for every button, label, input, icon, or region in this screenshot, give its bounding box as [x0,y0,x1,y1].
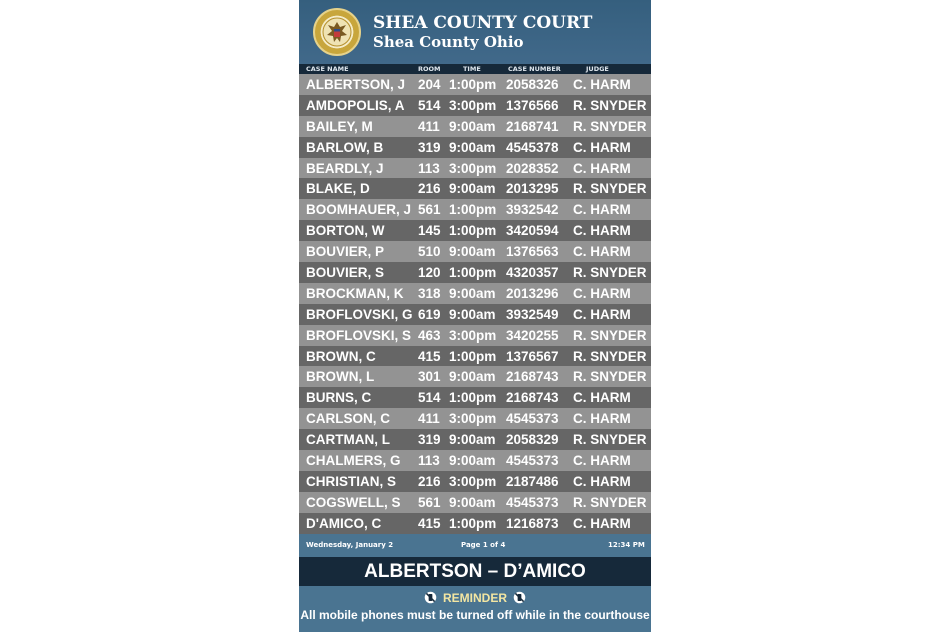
table-row [299,199,651,220]
cell-time: 9:00am [449,494,496,510]
reminder-notice: All mobile phones must be turned off while in the courthouse [300,608,650,622]
cell-case-number: 1376567 [506,348,559,364]
cell-case-number: 3932549 [506,306,559,322]
cell-case-number: 4545373 [506,411,559,427]
cell-room: 514 [418,97,441,113]
cell-case-number: 3420594 [506,223,559,239]
cell-time: 9:00am [449,244,496,260]
cell-case-number: 4545373 [506,453,559,469]
cell-time: 1:00pm [449,515,497,531]
table-row [299,471,651,492]
table-row [299,366,651,387]
col-case-name: CASE NAME [306,65,349,73]
cell-time: 9:00am [449,285,496,301]
cell-judge: C. HARM [573,453,631,469]
cell-case-name: CHALMERS, G [306,453,401,469]
cell-time: 3:00pm [449,327,497,343]
column-header [299,64,651,74]
cell-judge: R. SNYDER [573,97,647,113]
cell-room: 204 [418,77,441,92]
cell-time: 9:00am [449,432,496,448]
col-time: TIME [463,65,481,73]
table-row [299,492,651,513]
cell-time: 3:00pm [449,97,497,113]
cell-case-number: 2187486 [506,473,559,489]
cell-room: 619 [418,306,441,322]
court-seal-icon [313,8,361,56]
cell-room: 510 [418,244,441,260]
cell-time: 1:00pm [449,348,497,364]
cell-room: 319 [418,432,441,448]
page-indicator: Page 1 of 4 [461,541,506,549]
cell-room: 145 [418,223,441,239]
cell-case-name: BOOMHAUER, J [306,202,412,218]
table-row [299,95,651,116]
cell-room: 411 [418,118,440,134]
cell-judge: C. HARM [573,473,631,489]
cell-time: 1:00pm [449,77,497,92]
cell-case-number: 2168741 [506,118,559,134]
cell-case-name: BROFLOVSKI, S [306,327,412,343]
court-header [299,0,651,64]
cell-room: 463 [418,327,441,343]
status-date: Wednesday, January 2 [306,541,394,549]
cell-case-name: BROCKMAN, K [306,285,404,301]
cell-room: 514 [418,390,441,406]
cell-case-number: 4545373 [506,494,559,510]
cell-case-number: 1376566 [506,97,559,113]
cell-case-name: BOUVIER, P [306,244,385,260]
cell-judge: C. HARM [573,306,631,322]
cell-judge: C. HARM [573,390,631,406]
reminder-panel [299,586,651,632]
cell-case-name: BAILEY, M [306,118,373,134]
table-row [299,178,651,199]
table-row [299,429,651,450]
cell-time: 3:00pm [449,160,497,176]
cell-time: 9:00am [449,306,496,322]
table-row [299,450,651,471]
col-case-number: CASE NUMBER [508,65,561,73]
cell-room: 561 [418,494,441,510]
col-room: ROOM [418,65,441,73]
cell-judge: R. SNYDER [573,432,647,448]
cell-judge: C. HARM [573,77,631,92]
table-row [299,283,651,304]
cell-room: 319 [418,139,441,155]
cell-time: 9:00am [449,139,496,155]
cell-judge: C. HARM [573,244,631,260]
name-range-banner: ALBERTSON – D’AMICO [299,557,651,586]
cell-room: 113 [418,160,440,176]
table-row [299,408,651,429]
table-row [299,220,651,241]
cell-case-number: 2058326 [506,77,559,92]
cell-room: 113 [418,453,440,469]
cell-room: 301 [418,369,441,385]
table-row [299,346,651,367]
cell-judge: R. SNYDER [573,265,647,281]
cell-judge: C. HARM [573,285,631,301]
cell-case-number: 2058329 [506,432,559,448]
cell-judge: C. HARM [573,160,631,176]
docket-table [299,74,651,534]
cell-judge: C. HARM [573,202,631,218]
cell-case-number: 3932542 [506,202,559,218]
table-row [299,304,651,325]
cell-time: 1:00pm [449,390,497,406]
cell-case-name: BORTON, W [306,223,385,239]
status-clock: 12:34 PM [608,541,645,549]
cell-time: 9:00am [449,369,496,385]
cell-case-name: CHRISTIAN, S [306,473,397,489]
cell-time: 3:00pm [449,411,497,427]
cell-case-number: 2013296 [506,285,559,301]
cell-room: 318 [418,285,441,301]
cell-room: 415 [418,515,441,531]
table-row [299,325,651,346]
cell-case-name: BROWN, L [306,369,375,385]
cell-case-name: BROFLOVSKI, G [306,306,413,322]
cell-case-name: ALBERTSON, J [306,77,406,92]
reminder-label: REMINDER [442,591,507,605]
status-bar [299,535,651,556]
cell-judge: C. HARM [573,139,631,155]
cell-judge: R. SNYDER [573,181,647,197]
table-row [299,158,651,179]
cell-time: 1:00pm [449,223,497,239]
no-phone-icon [513,591,526,604]
cell-time: 9:00am [449,118,496,134]
cell-room: 216 [418,473,441,489]
cell-time: 9:00am [449,181,496,197]
cell-case-name: BEARDLY, J [306,160,384,176]
docket-display [299,0,651,632]
cell-case-number: 2028352 [506,160,559,176]
cell-time: 9:00am [449,453,496,469]
cell-room: 411 [418,411,440,427]
table-row [299,241,651,262]
cell-case-number: 2013295 [506,181,559,197]
cell-case-name: CARTMAN, L [306,432,390,448]
cell-judge: C. HARM [573,223,631,239]
cell-case-name: COGSWELL, S [306,494,401,510]
cell-case-number: 2168743 [506,390,559,406]
cell-case-number: 3420255 [506,327,559,343]
cell-room: 216 [418,181,441,197]
cell-room: 120 [418,265,441,281]
cell-case-number: 4320357 [506,265,559,281]
table-row [299,513,651,534]
cell-case-name: CARLSON, C [306,411,390,427]
cell-case-name: BROWN, C [306,348,376,364]
table-row [299,116,651,137]
table-row [299,137,651,158]
court-subtitle: Shea County Ohio [373,33,524,51]
cell-judge: C. HARM [573,411,631,427]
cell-case-number: 2168743 [506,369,559,385]
cell-case-name: AMDOPOLIS, A [306,97,405,113]
cell-case-name: BOUVIER, S [306,265,385,281]
cell-time: 1:00pm [449,265,497,281]
table-row [299,262,651,283]
cell-time: 1:00pm [449,202,497,218]
no-phone-icon [424,591,437,604]
cell-case-number: 1216873 [506,515,559,531]
cell-room: 561 [418,202,441,218]
cell-judge: R. SNYDER [573,348,647,364]
cell-judge: R. SNYDER [573,118,647,134]
cell-room: 415 [418,348,441,364]
cell-judge: R. SNYDER [573,369,647,385]
cell-case-number: 4545378 [506,139,559,155]
col-judge: JUDGE [586,65,609,73]
cell-case-name: BARLOW, B [306,139,384,155]
reminder-heading [299,591,651,605]
cell-case-name: BLAKE, D [306,181,370,197]
table-row [299,387,651,408]
court-title: SHEA COUNTY COURT [373,13,593,33]
cell-judge: C. HARM [573,515,631,531]
cell-time: 3:00pm [449,473,497,489]
cell-judge: R. SNYDER [573,494,647,510]
cell-judge: R. SNYDER [573,327,647,343]
cell-case-number: 1376563 [506,244,559,260]
table-row [299,74,651,95]
cell-case-name: D'AMICO, C [306,515,382,531]
cell-case-name: BURNS, C [306,390,372,406]
